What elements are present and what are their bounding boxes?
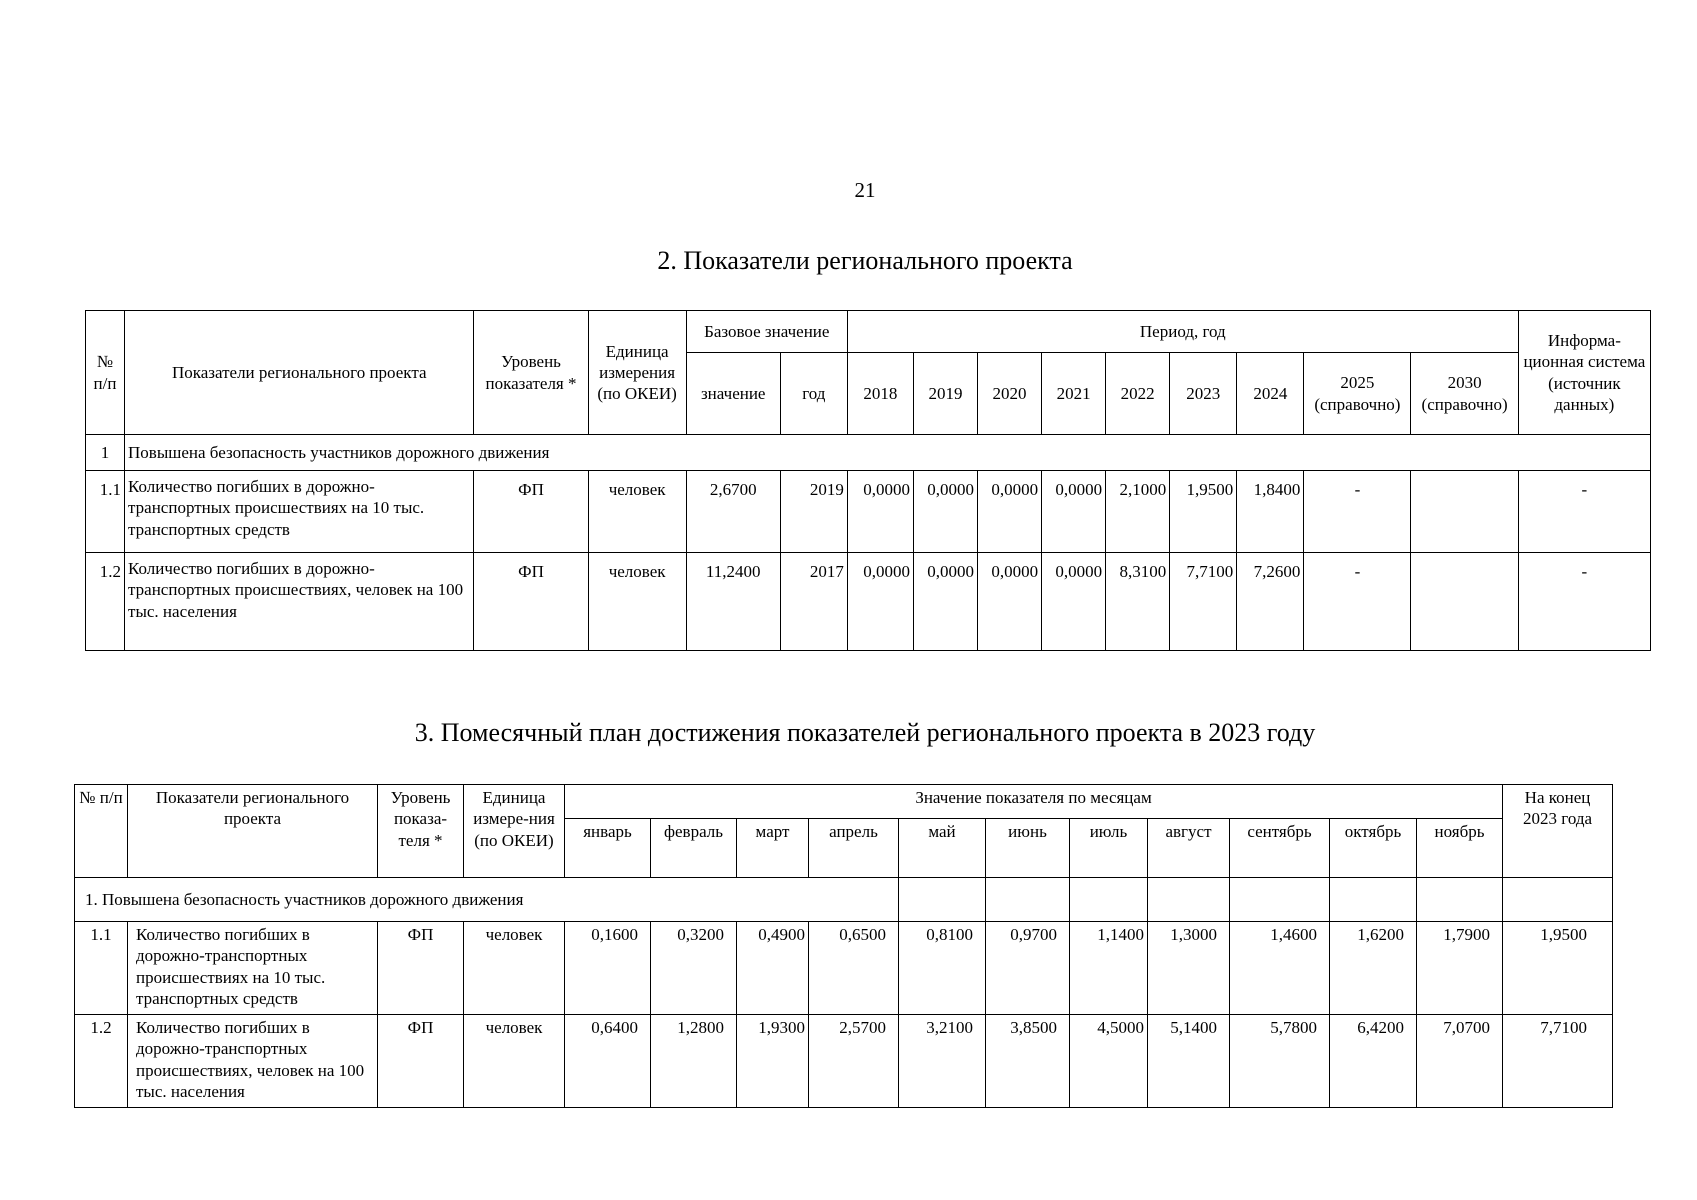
empty-cell [1070, 878, 1148, 922]
row-value: 0,6400 [565, 1015, 651, 1108]
row-value: 0,0000 [978, 553, 1042, 651]
header-month: сентябрь [1230, 819, 1330, 878]
row-num: 1.1 [75, 922, 128, 1015]
table-row [86, 553, 1651, 651]
indicators-table [85, 310, 1651, 651]
header-month: январь [565, 819, 651, 878]
row-value [1411, 553, 1518, 651]
row-value: 0,0000 [978, 471, 1042, 553]
row-value: 0,6500 [809, 922, 899, 1015]
row-value: 4,5000 [1070, 1015, 1148, 1108]
row-value: 0,0000 [1042, 471, 1106, 553]
empty-cell [899, 878, 986, 922]
row-value: 0,0000 [1042, 553, 1106, 651]
row-unit: человек [464, 1015, 565, 1108]
row-level: ФП [378, 1015, 464, 1108]
header-year: 2019 [913, 353, 977, 435]
monthly-plan-table [74, 784, 1613, 1108]
row-unit: человек [588, 553, 686, 651]
row-name: Количество погибших в дорожно-транспортных происшествиях на 10 тыс. транспортных средств [125, 471, 474, 553]
header-period: Период, год [847, 311, 1518, 353]
header-year: 2023 [1170, 353, 1237, 435]
row-info: - [1518, 553, 1650, 651]
group-num: 1 [86, 435, 125, 471]
row-level: ФП [378, 922, 464, 1015]
row-value [1411, 471, 1518, 553]
header-monthly: Значение показателя по месяцам [565, 785, 1503, 819]
row-value: 1,7900 [1417, 922, 1503, 1015]
group-title: Повышена безопасность участников дорожного движения [125, 435, 1651, 471]
header-year: 2030 (справочно) [1411, 353, 1518, 435]
row-value: 3,8500 [986, 1015, 1070, 1108]
header-month: июль [1070, 819, 1148, 878]
header-indicator: Показатели регионального проекта [125, 311, 474, 435]
header-level: Уровень показа-теля * [378, 785, 464, 878]
header-base-year: год [780, 353, 847, 435]
header-year: 2025 (справочно) [1304, 353, 1411, 435]
header-level: Уровень показателя * [474, 311, 588, 435]
table-row [86, 471, 1651, 553]
row-base-value: 11,2400 [686, 553, 780, 651]
empty-cell [1330, 878, 1417, 922]
header-month: апрель [809, 819, 899, 878]
table-row [75, 1015, 1613, 1108]
empty-cell [1417, 878, 1503, 922]
row-level: ФП [474, 553, 588, 651]
header-unit: Единица измере-ния (по ОКЕИ) [464, 785, 565, 878]
header-info-system: Информа-ционная система (источник данных) [1518, 311, 1650, 435]
header-year: 2020 [978, 353, 1042, 435]
group-title: 1. Повышена безопасность участников дорожного движения [75, 878, 899, 922]
row-value: 1,9500 [1170, 471, 1237, 553]
header-num: № п/п [86, 311, 125, 435]
header-year: 2021 [1042, 353, 1106, 435]
empty-cell [1230, 878, 1330, 922]
row-value: 1,4600 [1230, 922, 1330, 1015]
header-num: № п/п [75, 785, 128, 878]
page-number: 21 [854, 178, 876, 202]
empty-cell [1148, 878, 1230, 922]
row-value: 7,0700 [1417, 1015, 1503, 1108]
row-value: 5,1400 [1148, 1015, 1230, 1108]
row-year-end: 7,7100 [1503, 1015, 1613, 1108]
row-year-end: 1,9500 [1503, 922, 1613, 1015]
header-month: февраль [651, 819, 737, 878]
row-name: Количество погибших в дорожно-транспортных происшествиях на 10 тыс. транспортных средств [128, 922, 378, 1015]
row-value: 2,1000 [1106, 471, 1170, 553]
header-indicator: Показатели регионального проекта [128, 785, 378, 878]
row-value: 5,7800 [1230, 1015, 1330, 1108]
row-value: 0,0000 [913, 471, 977, 553]
row-value: 0,0000 [847, 471, 913, 553]
row-value: - [1304, 553, 1411, 651]
row-name: Количество погибших в дорожно-транспортных происшествиях, человек на 100 тыс. населения [125, 553, 474, 651]
header-month: ноябрь [1417, 819, 1503, 878]
row-unit: человек [588, 471, 686, 553]
header-month: июнь [986, 819, 1070, 878]
row-value: 1,1400 [1070, 922, 1148, 1015]
row-num: 1.1 [86, 471, 125, 553]
header-year: 2018 [847, 353, 913, 435]
row-num: 1.2 [75, 1015, 128, 1108]
row-value: 0,0000 [913, 553, 977, 651]
row-value: 0,0000 [847, 553, 913, 651]
header-month: май [899, 819, 986, 878]
row-value: 1,9300 [737, 1015, 809, 1108]
row-value: - [1304, 471, 1411, 553]
row-base-year: 2017 [780, 553, 847, 651]
row-level: ФП [474, 471, 588, 553]
row-info: - [1518, 471, 1650, 553]
row-name: Количество погибших в дорожно-транспортных происшествиях, человек на 100 тыс. населения [128, 1015, 378, 1108]
header-base: Базовое значение [686, 311, 847, 353]
row-value: 0,3200 [651, 922, 737, 1015]
header-year: 2024 [1237, 353, 1304, 435]
row-value: 2,5700 [809, 1015, 899, 1108]
row-value: 0,1600 [565, 922, 651, 1015]
row-num: 1.2 [86, 553, 125, 651]
section2-title: 2. Показатели регионального проекта [657, 246, 1073, 275]
row-value: 1,2800 [651, 1015, 737, 1108]
table-row [75, 922, 1613, 1015]
empty-cell [1503, 878, 1613, 922]
row-value: 7,7100 [1170, 553, 1237, 651]
section3-title: 3. Помесячный план достижения показателей регионального проекта в 2023 году [414, 718, 1316, 747]
row-base-year: 2019 [780, 471, 847, 553]
row-value: 3,2100 [899, 1015, 986, 1108]
row-value: 1,8400 [1237, 471, 1304, 553]
row-value: 1,3000 [1148, 922, 1230, 1015]
row-value: 7,2600 [1237, 553, 1304, 651]
row-value: 0,9700 [986, 922, 1070, 1015]
header-year-end: На конец 2023 года [1503, 785, 1613, 878]
row-base-value: 2,6700 [686, 471, 780, 553]
row-value: 1,6200 [1330, 922, 1417, 1015]
header-unit: Единица измерения (по ОКЕИ) [588, 311, 686, 435]
header-month: март [737, 819, 809, 878]
row-value: 6,4200 [1330, 1015, 1417, 1108]
row-value: 0,4900 [737, 922, 809, 1015]
row-value: 0,8100 [899, 922, 986, 1015]
row-value: 8,3100 [1106, 553, 1170, 651]
header-year: 2022 [1106, 353, 1170, 435]
empty-cell [986, 878, 1070, 922]
header-month: октябрь [1330, 819, 1417, 878]
header-month: август [1148, 819, 1230, 878]
header-base-value: значение [686, 353, 780, 435]
row-unit: человек [464, 922, 565, 1015]
